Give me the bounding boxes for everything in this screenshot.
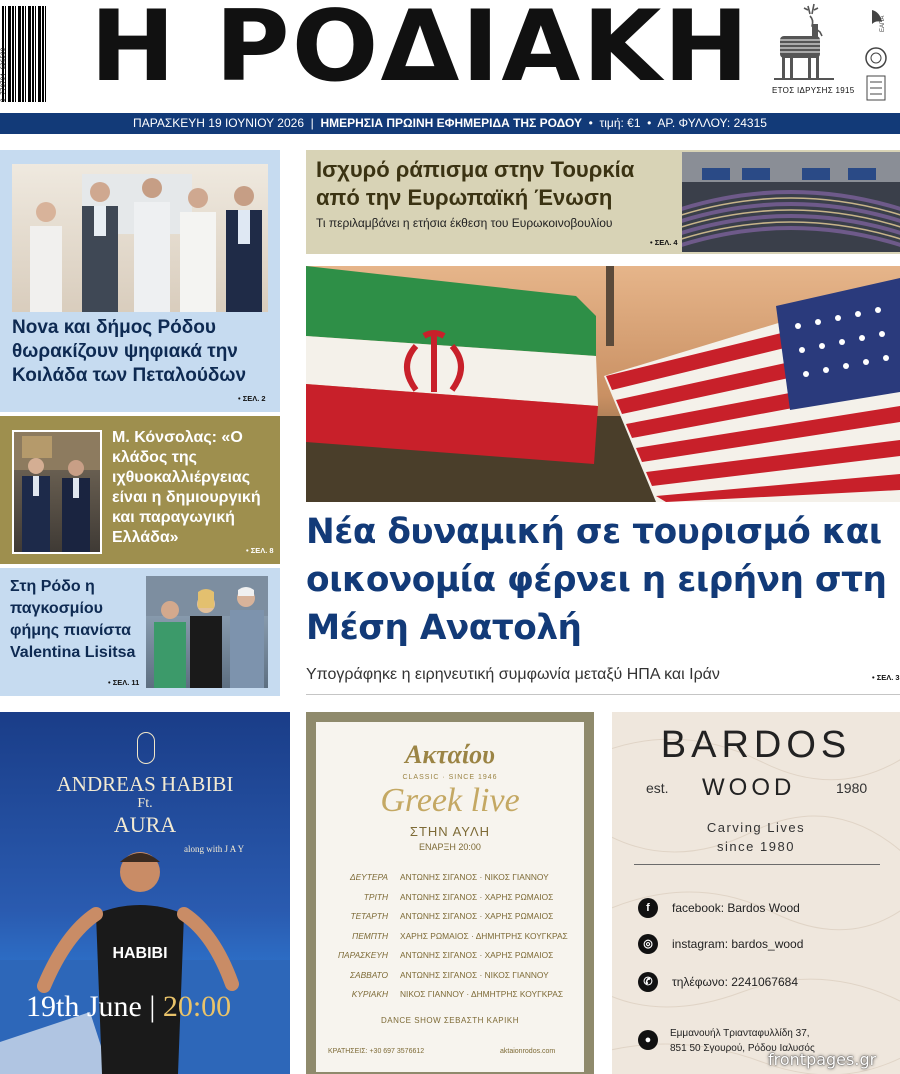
story-subtitle: Τι περιλαμβάνει η ετήσια έκθεση του Ευρωκοινοβουλίου xyxy=(316,216,613,230)
bardos-wood: WOOD xyxy=(702,774,796,801)
ad-aura: AURA xyxy=(113,812,177,837)
concert-date: 19th June xyxy=(26,990,142,1023)
ealea-label: ΕΑΠΑ xyxy=(880,15,886,32)
location-pin-icon: ● xyxy=(638,1030,658,1050)
story-eu-turkey[interactable] xyxy=(306,150,900,254)
price: τιμή: €1 xyxy=(599,116,641,130)
ad-bardos-wood[interactable] xyxy=(612,712,900,1074)
ad-concert-date: 19th June | 20:00 xyxy=(26,990,232,1023)
page-reference: • ΣΕΛ. 4 xyxy=(650,238,678,247)
aktaiou-brand: Ακταίου xyxy=(405,740,495,769)
issue-date: ΠΑΡΑΣΚΕΥΗ 19 ΙΟΥΝΙΟΥ 2026 xyxy=(133,116,304,130)
facebook-icon: f xyxy=(638,898,658,918)
story-photo-officials xyxy=(12,164,268,312)
facebook-text: facebook: Bardos Wood xyxy=(672,901,800,915)
instagram-text: instagram: bardos_wood xyxy=(672,937,804,951)
aktaiou-place: ΣΤΗΝ ΑΥΛΗ xyxy=(409,824,491,839)
bardos-facebook[interactable] xyxy=(638,898,800,918)
story-lisitsa[interactable] xyxy=(0,568,280,696)
aktaiou-classic: CLASSIC · SINCE 1946 xyxy=(402,774,498,781)
aktaiou-schedule xyxy=(330,868,580,1005)
aktaiou-start: ΕΝΑΡΞΗ 20:00 xyxy=(419,842,481,852)
page-reference: • ΣΕΛ. 11 xyxy=(108,678,140,687)
barcode xyxy=(2,6,46,102)
schedule-row: ΠΑΡΑΣΚΕΥΗ ΑΝΤΩΝΗΣ ΣΙΓΑΝΟΣ · ΧΑΡΗΣ ΡΩΜΑΙΟΣ xyxy=(337,950,554,960)
masthead xyxy=(0,0,900,112)
ad-along-with: along with J A Y xyxy=(184,844,245,854)
story-konsolas[interactable] xyxy=(0,416,280,564)
schedule-row: ΔΕΥΤΕΡΑ ΑΝΤΩΝΗΣ ΣΙΓΑΝΟΣ · ΝΙΚΟΣ ΓΙΑΝΝΟΥ xyxy=(349,872,549,882)
divider xyxy=(306,694,900,695)
bardos-year: 1980 xyxy=(836,780,868,796)
bardos-tagline xyxy=(612,818,900,856)
bardos-est: est. xyxy=(646,780,669,796)
story-photo-pianist xyxy=(146,576,268,688)
schedule-row: ΣΑΒΒΑΤΟ ΑΝΤΩΝΗΣ ΣΙΓΑΝΟΣ · ΝΙΚΟΣ ΓΙΑΝΝΟΥ xyxy=(349,969,549,980)
lead-headline[interactable]: Νέα δυναμική σε τουρισμό και οικονομία φέρνει η ειρήνη στη Μέση Ανατολή xyxy=(306,512,887,648)
barcode-number: 9 770794 626500 xyxy=(0,47,7,102)
story-photo-konsolas xyxy=(12,430,102,554)
story-headline[interactable]: Μ. Κόνσολας: «Ο κλάδος της ιχθυοκαλλιέργειας είναι η δημιουργική και παραγωγική Ελλάδα» xyxy=(112,429,261,546)
issue-number: ΑΡ. ΦΥΛΛΟΥ: 24315 xyxy=(657,116,767,130)
story-photo-parliament xyxy=(682,152,900,252)
ealea-badge-icon xyxy=(862,6,894,102)
phone-icon: ✆ xyxy=(638,972,658,992)
bardos-phone[interactable] xyxy=(638,972,798,992)
instagram-icon: ◎ xyxy=(638,934,658,954)
aktaiou-website[interactable]: aktaionrodos.com xyxy=(500,1048,556,1055)
lead-photo-flags xyxy=(306,266,900,502)
schedule-row: ΤΡΙΤΗ ΑΝΤΩΝΗΣ ΣΙΓΑΝΟΣ · ΧΑΡΗΣ ΡΩΜΑΙΟΣ xyxy=(363,891,554,902)
aktaiou-contact: ΚΡΑΤΗΣΕΙΣ: +30 697 3576612 xyxy=(328,1048,425,1055)
concert-logo-icon xyxy=(137,732,155,764)
shirt-text: HABIBI xyxy=(112,945,168,962)
bardos-tagline-2: since 1980 xyxy=(717,839,795,854)
deer-logo-icon xyxy=(772,2,838,82)
bardos-brand: BARDOS xyxy=(660,724,852,766)
story-headline[interactable]: Ισχυρό ράπισμα στην Τουρκία από την Ευρωπαϊκή Ένωση xyxy=(316,157,635,210)
bardos-tagline-1: Carving Lives xyxy=(706,820,806,835)
page-reference: • ΣΕΛ. 2 xyxy=(238,394,266,403)
ad-artist-name: ANDREAS HABIBI xyxy=(56,772,234,796)
newspaper-title: Η ΡΟΔΙΑΚΗ xyxy=(90,0,751,104)
address-line-1: Εμμανουήλ Τριανταφυλλίδη 37, xyxy=(670,1028,810,1039)
aktaiou-dance-show: DANCE SHOW ΣΕΒΑΣΤΗ ΚΑΡΙΚΗ xyxy=(381,1016,519,1025)
performer-illustration xyxy=(0,842,290,1074)
schedule-row: ΤΕΤΑΡΤΗ ΑΝΤΩΝΗΣ ΣΙΓΑΝΟΣ · ΧΑΡΗΣ ΡΩΜΑΙΟΣ xyxy=(350,911,554,921)
bardos-instagram[interactable] xyxy=(638,934,803,954)
story-nova-butterflies[interactable] xyxy=(0,150,280,412)
aktaiou-greek-live: Greek live xyxy=(380,782,520,819)
address-line-2: 851 50 Σγουρού, Ρόδου Ιαλυσός xyxy=(670,1043,815,1054)
story-headline[interactable]: Στη Ρόδο η παγκοσμίου φήμης πιανίστα Valentina Lisitsa xyxy=(10,578,136,661)
ad-concert[interactable] xyxy=(0,712,290,1074)
established-year: ΕΤΟΣ ΙΔΡΥΣΗΣ 1915 xyxy=(772,86,855,95)
lead-subtitle: Υπογράφηκε η ειρηνευτική συμφωνία μεταξύ ΗΠΑ και Ιράν xyxy=(306,666,720,683)
page-reference: • ΣΕΛ. 8 xyxy=(246,546,274,555)
dateline-bar: ΠΑΡΑΣΚΕΥΗ 19 ΙΟΥΝΙΟΥ 2026 | ΗΜΕΡΗΣΙΑ ΠΡΩΙΝΗ ΕΦΗΜΕΡΙΔΑ ΤΗΣ ΡΟΔΟΥ • τιμή: €1 • ΑΡ. ΦΥΛΛΟΥ: 24315 xyxy=(0,113,900,134)
ad-aktaiou[interactable] xyxy=(306,712,594,1074)
page-reference: • ΣΕΛ. 3 xyxy=(872,673,900,682)
divider xyxy=(634,864,880,865)
ad-aktaiou-panel xyxy=(316,722,584,1072)
schedule-row: ΠΕΜΠΤΗ ΧΑΡΗΣ ΡΩΜΑΙΟΣ · ΔΗΜΗΤΡΗΣ ΚΟΥΓΚΡΑΣ xyxy=(352,930,568,941)
watermark: frontpages.gr xyxy=(768,1050,877,1069)
phone-text: τηλέφωνο: 2241067684 xyxy=(672,975,798,989)
ad-ft: Ft. xyxy=(137,796,153,811)
schedule-row: ΚΥΡΙΑΚΗ ΝΙΚΟΣ ΓΙΑΝΝΟΥ · ΔΗΜΗΤΡΗΣ ΚΟΥΓΚΡΑΣ xyxy=(351,989,564,999)
tagline: ΗΜΕΡΗΣΙΑ ΠΡΩΙΝΗ ΕΦΗΜΕΡΙΔΑ ΤΗΣ ΡΟΔΟΥ xyxy=(320,116,582,130)
concert-time: 20:00 xyxy=(162,990,232,1023)
story-headline[interactable]: Nova και δήμος Ρόδου θωρακίζουν ψηφιακά την Κοιλάδα των Πεταλούδων xyxy=(12,317,247,386)
